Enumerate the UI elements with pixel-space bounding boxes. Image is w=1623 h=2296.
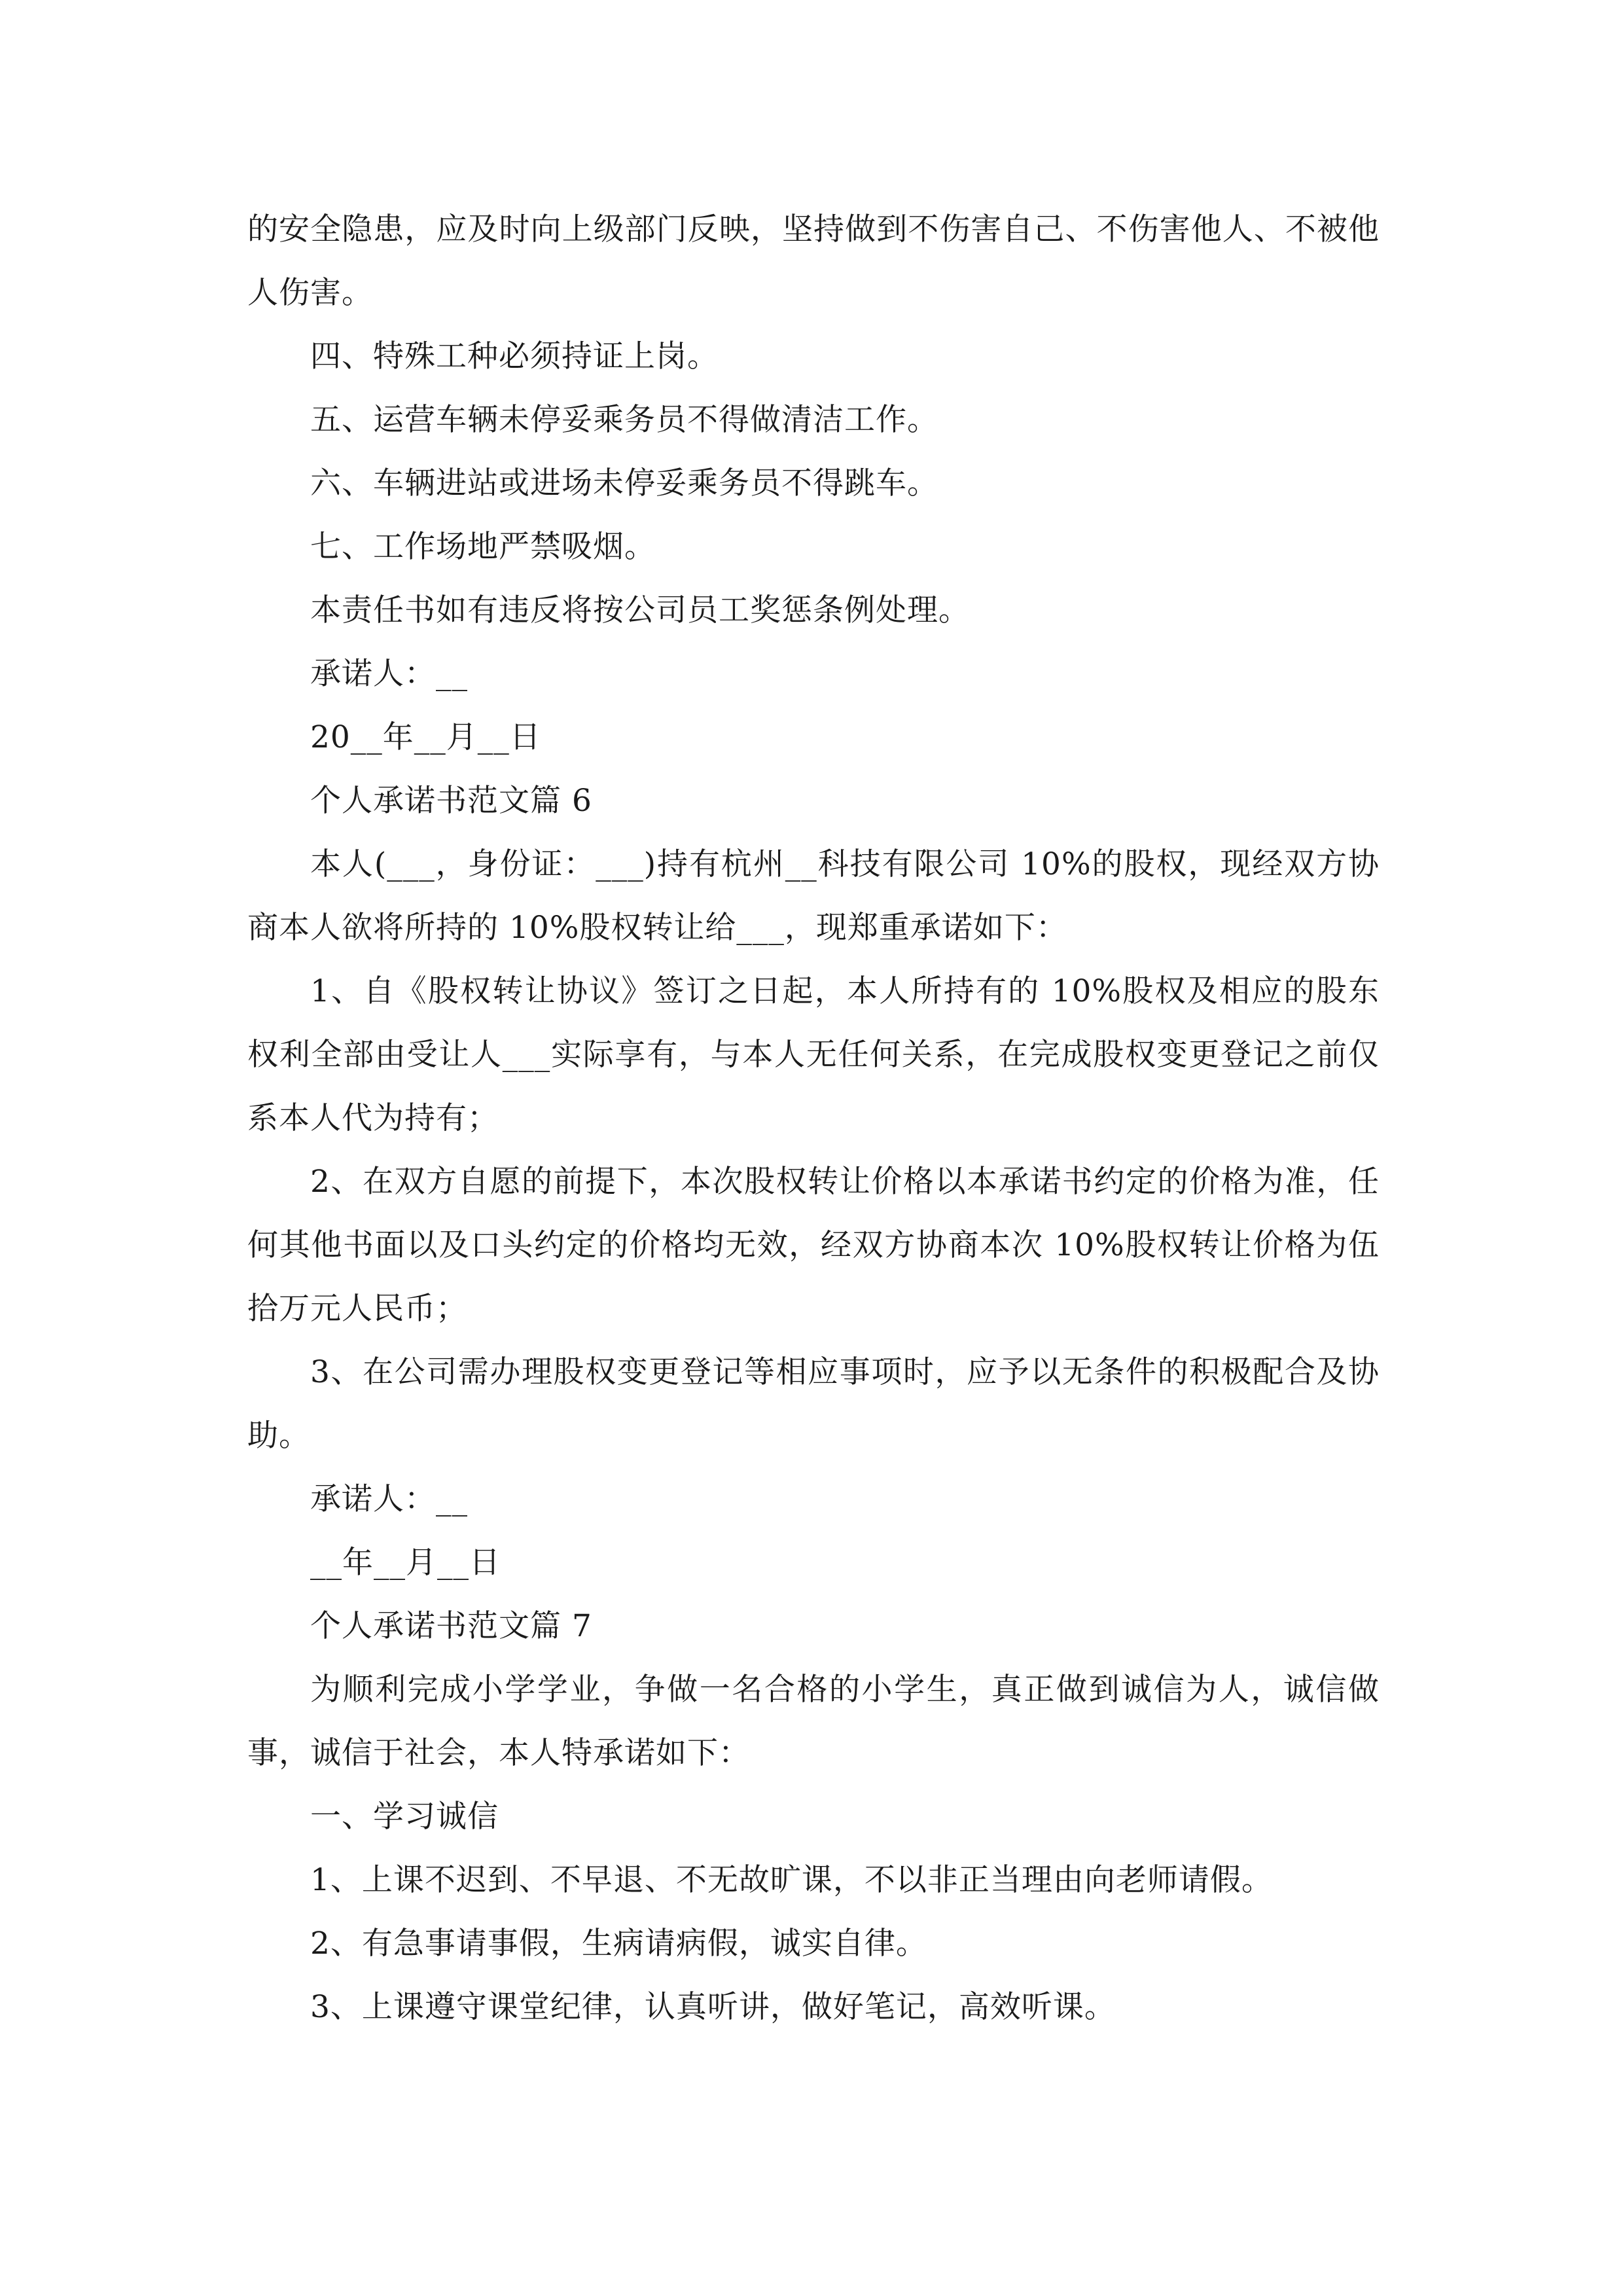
paragraph-item-5-no-cleaning: 五、运营车辆未停妥乘务员不得做清洁工作。	[310, 402, 938, 438]
paragraph-equity-clause-3: 3、在公司需办理股权变更登记等相应事项时，应予以无条件的积极配合及协助。	[247, 1354, 1380, 1454]
date-line: 20__年__月__日	[310, 719, 541, 755]
paragraph-student-item-3: 3、上课遵守课堂纪律，认真听讲，做好笔记，高效听课。	[310, 1989, 1116, 2025]
signature-line-promisor: 承诺人：__	[310, 656, 468, 692]
paragraph-item-6-no-jumping: 六、车辆进站或进场未停妥乘务员不得跳车。	[310, 465, 938, 501]
section-heading-sample-7: 个人承诺书范文篇 7	[310, 1608, 592, 1644]
paragraph-student-item-1: 1、上课不迟到、不早退、不无故旷课，不以非正当理由向老师请假。	[310, 1862, 1273, 1898]
section-heading-sample-6: 个人承诺书范文篇 6	[310, 783, 592, 819]
paragraph-item-7-no-smoking: 七、工作场地严禁吸烟。	[310, 529, 656, 565]
date-line: __年__月__日	[310, 1545, 501, 1581]
paragraph-continuation-safety-hazards: 的安全隐患，应及时向上级部门反映，坚持做到不伤害自己、不伤害他人、不被他人伤害。	[247, 211, 1380, 311]
paragraph-student-intro: 为顺利完成小学学业，争做一名合格的小学生，真正做到诚信为人，诚信做事，诚信于社会，本人特承诺如下：	[247, 1672, 1380, 1771]
document-body	[247, 198, 1380, 2039]
paragraph-equity-clause-1: 1、自《股权转让协议》签订之日起，本人所持有的 10%股权及相应的股东权利全部由受让人___实际享有，与本人无任何关系，在完成股权变更登记之前仅系本人代为持有；	[247, 973, 1380, 1136]
signature-line-promisor: 承诺人：__	[310, 1481, 468, 1517]
paragraph-student-item-2: 2、有急事请事假，生病请病假，诚实自律。	[310, 1926, 927, 1962]
paragraph-equity-intro: 本人(___，身份证：___)持有杭州__科技有限公司 10%的股权，现经双方协商本人欲将所持的 10%股权转让给___，现郑重承诺如下：	[247, 846, 1380, 946]
paragraph-item-4-certified-work: 四、特殊工种必须持证上岗。	[310, 338, 719, 374]
paragraph-violation-clause: 本责任书如有违反将按公司员工奖惩条例处理。	[310, 592, 970, 628]
subheading-study-integrity: 一、学习诚信	[310, 1799, 499, 1835]
paragraph-equity-clause-2: 2、在双方自愿的前提下，本次股权转让价格以本承诺书约定的价格为准，任何其他书面以及口头约定的价格均无效，经双方协商本次 10%股权转让价格为伍拾万元人民币；	[247, 1164, 1380, 1327]
